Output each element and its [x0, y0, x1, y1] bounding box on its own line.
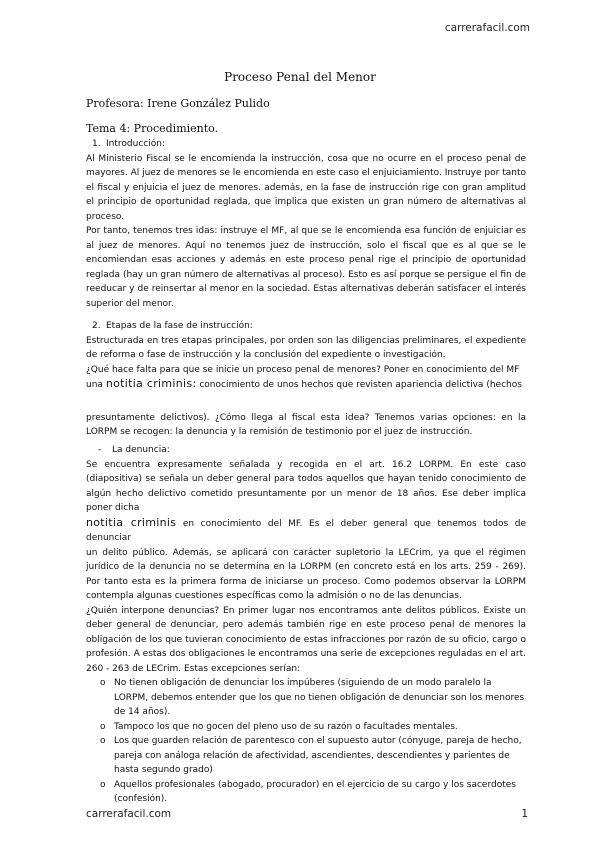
denuncia-paragraph-1c: un delito público. Además, se aplicará con carácter supletorio la LECrim, ya que el régimen jurídico de la denuncia no se determina en la LORPM (en concreto está en los arts. 259 - 269). Por tanto esta es la primera forma de iniciarse un proceso. Como podemos observar la LORPM contempla algunas cuestiones específicas como la admisión o no de las denuncias. [86, 547, 526, 601]
section-1-number: 1. [92, 139, 101, 149]
dash-marker: - [98, 445, 102, 455]
exception-text: Tampoco los que no gocen del pleno uso de su razón o facultades mentales. [114, 721, 458, 732]
section-1-title: Introducción: [106, 139, 165, 149]
section-2-number: 2. [92, 321, 101, 331]
exception-item [86, 778, 526, 807]
section-2-heading [86, 319, 526, 334]
intro-paragraph-2: Por tanto, tenemos tres idas: instruye el MF, al que se le encomienda esa función de enjuiciar es al juez de menores. Aquí no tenemos juez de instrucción, solo el fiscal que es al que se le encomiendan esas acciones y además en este proceso penal rige el principio de oportunidad reglada (hay un gran número de alternativas al proceso). Esto es así porque se persigue el fin de reeducar y de reinsertar al menor en la sociedad. Estas alternativas deberán satisfacer el interés superior del menor. [86, 226, 526, 309]
denuncia-title: La denuncia: [112, 445, 170, 455]
denuncia-heading [86, 443, 526, 458]
section-denuncia [86, 443, 526, 807]
section-1-heading [86, 137, 526, 152]
denuncia-paragraph-2: ¿Quién interpone denuncias? En primer lugar nos encontramos ante delitos públicos. Existe un deber general de denunciar, pero además también rige en este proceso penal de menores la obligación de los que tuvieran conocimiento de estas infracciones por razón de su oficio, cargo o profesión. A estas dos obligaciones le encontramos una serie de excepciones reguladas en el art. 260 - 263 de LECrim. Estas excepciones serían: [86, 605, 526, 674]
exception-text: Aquellos profesionales (abogado, procurador) en el ejercicio de su cargo y los sacerdotes (confesión). [114, 779, 516, 804]
bullet-marker: o [100, 678, 106, 688]
section-stages [86, 319, 526, 440]
exception-text: Los que guarden relación de parentesco con el supuesto autor (cónyuge, pareja de hecho, pareja con análoga relación de afectividad, ascendientes, descendientes y parientes de hasta segundo grado) [114, 736, 522, 775]
section-introduction [86, 137, 526, 311]
bullet-marker: o [100, 721, 106, 732]
stages-paragraph-3: presuntamente delictivos). ¿Cómo llega al fiscal esta idea? Tenemos varias opciones: en la LORPM se recogen: la denuncia y la remisión de testimonio por el juez de instrucción. [86, 412, 526, 437]
notitia-prefix: una [86, 380, 103, 390]
topic-heading: Tema 4: Procedimiento. [86, 122, 219, 135]
header-site: carrerafacil.com [444, 22, 530, 34]
denuncia-paragraph-1b [86, 516, 526, 546]
bullet-marker: o [100, 779, 106, 790]
denuncia-paragraph-1a: Se encuentra expresamente señalada y recogida en el art. 16.2 LORPM. En este caso (diapositiva) se señala un deber general para todos aquellos que hayan tenido conocimiento de algún hecho delictivo cometido presuntamente por un menor de 18 años. Ese deber implica poner dicha [86, 459, 526, 513]
denuncia-1b-text: en conocimiento del MF. Es el deber general que tenemos todos de denunciar [86, 518, 526, 543]
bullet-marker: o [100, 736, 106, 746]
exception-item [86, 734, 526, 778]
footer-site: carrerafacil.com [86, 808, 172, 820]
intro-paragraph-1: Al Ministerio Fiscal se le encomienda la instrucción, cosa que no ocurre en el proceso penal de mayores. Al juez de menores se le encomienda en este caso el enjuiciamiento. Instruye por tanto el fiscal y enjuicia el juez de menores. además, en la fase de instrucción rige con gran amplitud el principio de oportunidad reglada, que implica que existen un gran número de alternativas al proceso. [86, 153, 526, 222]
section-2-title: Etapas de la fase de instrucción: [106, 321, 253, 331]
document-title: Proceso Penal del Menor [224, 70, 376, 84]
stages-paragraph-2b [86, 377, 526, 393]
stages-paragraph-1: Estructurada en tres etapas principales, por orden son las diligencias preliminares, el expediente de reforma o fase de instrucción y la conclusión del expediente o investigación. [86, 335, 526, 360]
notitia-suffix: conocimiento de unos hechos que revisten apariencia delictiva (hechos [199, 380, 522, 390]
page-number: 1 [521, 808, 528, 820]
notitia-criminis-term-2: notitia criminis [86, 515, 177, 529]
exception-item [86, 676, 526, 720]
exception-text: No tienen obligación de denunciar los impúberes (siguiendo de un modo paralelo la LORPM, debemos entender que los que no tienen obligación de denunciar son los menores de 14 años). [114, 678, 525, 717]
stages-paragraph-2a: ¿Qué hace falta para que se inicie un proceso penal de menores? Poner en conocimiento del MF [86, 364, 520, 375]
notitia-criminis-term: notitia criminis: [105, 377, 197, 390]
professor-line: Profesora: Irene González Pulido [86, 97, 270, 110]
exception-item [86, 720, 526, 735]
